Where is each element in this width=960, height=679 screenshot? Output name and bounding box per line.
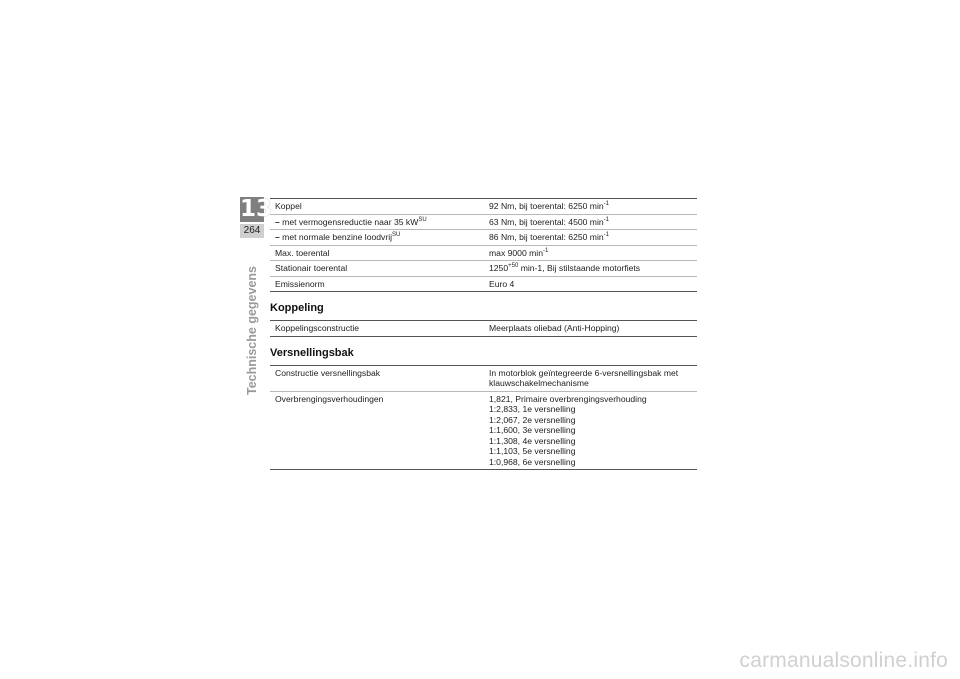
- value-line: Meerplaats oliebad (Anti-Hopping): [489, 323, 620, 333]
- table-row: [270, 261, 697, 277]
- table-row: [270, 276, 697, 292]
- value-text: max 9000 min: [489, 247, 543, 258]
- value-superscript: -1: [603, 232, 609, 238]
- koppeling-table: [270, 320, 697, 337]
- spec-label: [270, 276, 484, 292]
- value-superscript: -1: [603, 201, 609, 207]
- table-row: [270, 230, 697, 246]
- page-number: 264: [240, 224, 264, 238]
- spec-value: [484, 214, 697, 230]
- value-text: 92 Nm, bij toerental: 6250 min: [489, 201, 604, 211]
- spec-value: [484, 391, 697, 470]
- spec-label: [270, 230, 484, 246]
- spec-label: [270, 261, 484, 277]
- value-tail: min-1, Bij stilstaande motorfiets: [518, 263, 641, 273]
- value-line: 1:1,308, 4e versnelling: [489, 435, 576, 446]
- spec-label: [270, 199, 484, 215]
- spec-value: [484, 245, 697, 261]
- value-line: 1,821, Primaire overbrengingsverhouding: [489, 393, 647, 404]
- table-row: [270, 321, 697, 337]
- spec-value: [484, 365, 697, 391]
- value-text: 63 Nm, bij toerental: 4500 min: [489, 216, 604, 227]
- label-text: Stationair toerental: [275, 263, 348, 273]
- label-text: met normale benzine loodvrij: [282, 232, 393, 242]
- versnellingsbak-table: [270, 365, 697, 471]
- spec-value: [484, 321, 697, 337]
- spec-label: [270, 214, 484, 230]
- table-row: [270, 199, 697, 215]
- spec-value: [484, 276, 697, 292]
- value-line: 1:1,600, 3e versnelling: [489, 425, 576, 435]
- label-text: met vermogensreductie naar 35 kW: [282, 216, 419, 227]
- value-text: Euro 4: [489, 278, 515, 289]
- value-superscript: -1: [603, 216, 609, 223]
- spec-value: [484, 230, 697, 246]
- spec-label: Overbrengingsverhoudingen: [275, 393, 384, 404]
- watermark: carmanualsonline.info: [739, 649, 948, 672]
- value-line: klauwschakelmechanisme: [489, 378, 589, 388]
- section-label: Technische gegevens: [245, 266, 259, 395]
- table-row: [270, 365, 697, 391]
- value-line: 1:0,968, 6e versnelling: [489, 456, 576, 467]
- value-line: 1:2,067, 2e versnelling: [489, 414, 576, 425]
- value-line: 1:2,833, 1e versnelling: [489, 404, 576, 414]
- label-superscript: SU: [392, 232, 401, 238]
- versnellingsbak-heading: Versnellingsbak: [270, 346, 354, 359]
- chapter-number: 13: [240, 196, 273, 222]
- dash-marker: –: [275, 216, 283, 227]
- value-line: 1:1,103, 5e versnelling: [489, 446, 576, 456]
- engine-spec-table: [270, 198, 697, 292]
- value-text: 86 Nm, bij toerental: 6250 min: [489, 232, 604, 242]
- table-row: [270, 214, 697, 230]
- spec-label: [270, 245, 484, 261]
- table-row: [270, 391, 697, 470]
- value-superscript: -1: [542, 247, 549, 254]
- spec-content: [270, 198, 697, 470]
- label-superscript: SU: [418, 216, 427, 223]
- value-line: In motorblok geïntegreerde 6-versnellingsbak met: [489, 367, 679, 378]
- spec-label: Constructie versnellingsbak: [275, 367, 381, 378]
- spec-label: Koppelingsconstructie: [275, 323, 360, 333]
- dash-marker: –: [275, 232, 283, 242]
- spec-value: [484, 261, 697, 277]
- value-superscript: +50: [508, 263, 519, 269]
- table-row: [270, 245, 697, 261]
- spec-value: [484, 199, 697, 215]
- label-text: Emissienorm: [275, 278, 325, 289]
- koppeling-heading: Koppeling: [270, 302, 324, 314]
- label-text: Koppel: [275, 201, 302, 211]
- label-text: Max. toerental: [275, 247, 330, 258]
- value-text: 1250: [489, 263, 509, 273]
